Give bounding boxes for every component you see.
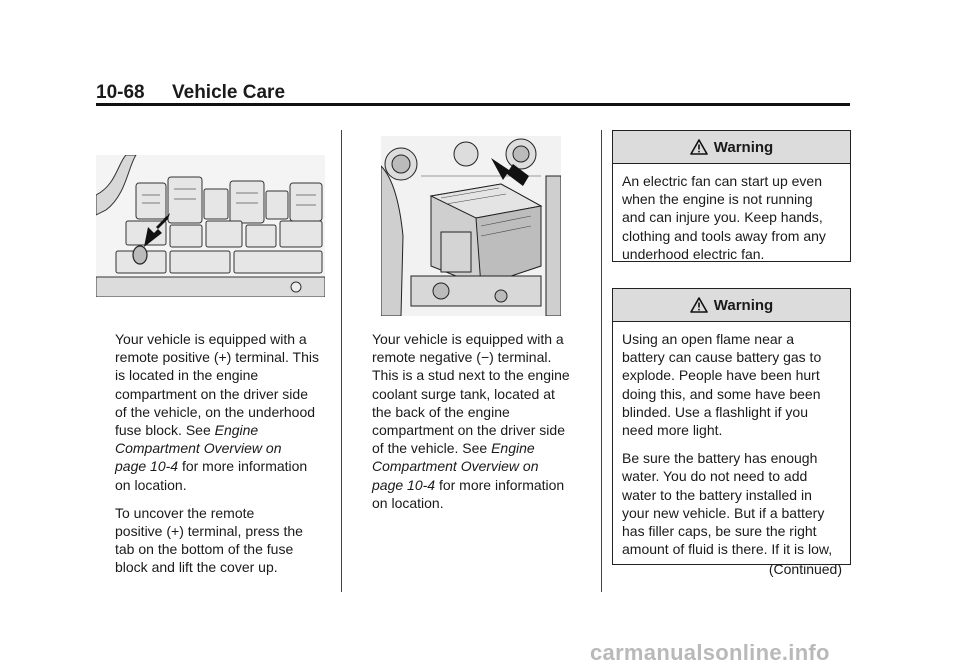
cross-reference-link[interactable]: Compartment Overview on <box>372 458 539 475</box>
cross-reference-link[interactable]: Engine <box>491 440 535 457</box>
text-line <box>115 457 337 475</box>
text-line <box>372 476 598 494</box>
warning-header <box>613 289 850 322</box>
text-line: on location. <box>372 494 444 511</box>
text-line: An electric fan can start up even <box>622 173 822 189</box>
column-1-text <box>115 330 337 587</box>
text-line: tab on the bottom of the fuse <box>115 541 294 558</box>
column-divider <box>341 130 342 592</box>
text-line <box>115 421 337 439</box>
text-line: block and lift the cover up. <box>115 559 278 576</box>
text-fragment: of the vehicle. See <box>372 440 492 457</box>
text-line: on location. <box>115 476 187 493</box>
paragraph <box>115 504 337 577</box>
text-line: compartment on the driver side <box>372 422 565 439</box>
paragraph <box>372 330 598 512</box>
text-line: blinded. Use a flashlight if you <box>622 403 808 420</box>
warning-body <box>613 322 850 583</box>
warning-triangle-icon <box>690 139 708 155</box>
text-line: is located in the engine <box>115 367 259 384</box>
warning-title: Warning <box>713 296 774 314</box>
warning-triangle-icon <box>690 297 708 313</box>
fuse-block-illustration <box>96 155 325 297</box>
text-fragment: fuse block. See <box>115 422 215 439</box>
text-line: Using an open flame near a <box>622 331 794 347</box>
warning-box <box>612 130 851 262</box>
engine-compartment-illustration <box>381 136 561 316</box>
text-line: need more light. <box>622 422 723 439</box>
column-2-text <box>372 330 598 522</box>
text-line: coolant surge tank, located at <box>372 385 555 402</box>
text-line: doing this, and some have been <box>622 385 821 402</box>
cross-reference-link[interactable]: page 10-4 <box>115 458 179 475</box>
text-line: Your vehicle is equipped with a <box>115 331 307 347</box>
text-line: water to the battery installed in <box>622 486 812 503</box>
text-line: This is a stud next to the engine <box>372 367 570 384</box>
paragraph <box>622 449 842 558</box>
text-line: the back of the engine <box>372 403 510 420</box>
warning-title: Warning <box>713 138 774 156</box>
paragraph <box>622 330 842 439</box>
text-line: your new vehicle. But if a battery <box>622 504 825 521</box>
text-line <box>372 439 598 457</box>
continued-note: (Continued) <box>768 561 842 578</box>
warning-body <box>613 164 850 267</box>
text-fragment: for more information <box>435 476 565 493</box>
text-line: explode. People have been hurt <box>622 367 820 384</box>
column-divider <box>601 130 602 592</box>
text-fragment: for more information <box>178 458 308 475</box>
cross-reference-link[interactable]: Compartment Overview on <box>115 440 282 457</box>
text-line: amount of fluid is there. If it is low, <box>622 541 833 558</box>
cross-reference-link[interactable]: Engine <box>214 422 259 439</box>
text-line: remote negative (−) terminal. <box>372 349 552 366</box>
paragraph <box>115 330 337 494</box>
section-title: Vehicle Care <box>172 82 286 103</box>
text-line: of the vehicle, on the underhood <box>115 403 316 420</box>
text-line: has filler caps, be sure the right <box>622 523 817 540</box>
text-line: positive (+) terminal, press the <box>115 523 303 540</box>
text-line: compartment on the driver side <box>115 385 308 402</box>
text-line: Be sure the battery has enough <box>622 450 818 467</box>
text-line: clothing and tools away from any <box>622 227 826 244</box>
watermark: carmanualsonline.info <box>590 640 830 665</box>
text-line: underhood electric fan. <box>622 245 765 262</box>
text-line: remote positive (+) terminal. This <box>115 349 319 366</box>
text-line: To uncover the remote <box>115 504 255 521</box>
text-line: and can injure you. Keep hands, <box>622 209 823 226</box>
page-number: 10-68 <box>96 82 145 103</box>
text-line: battery can cause battery gas to <box>622 349 822 366</box>
warning-header <box>613 131 850 164</box>
header-rule <box>96 103 850 106</box>
text-line: water. You do not need to add <box>622 468 808 485</box>
text-line: Your vehicle is equipped with a <box>372 331 564 347</box>
text-line: when the engine is not running <box>622 191 813 208</box>
cross-reference-link[interactable]: page 10-4 <box>372 476 436 493</box>
warning-box <box>612 288 851 578</box>
